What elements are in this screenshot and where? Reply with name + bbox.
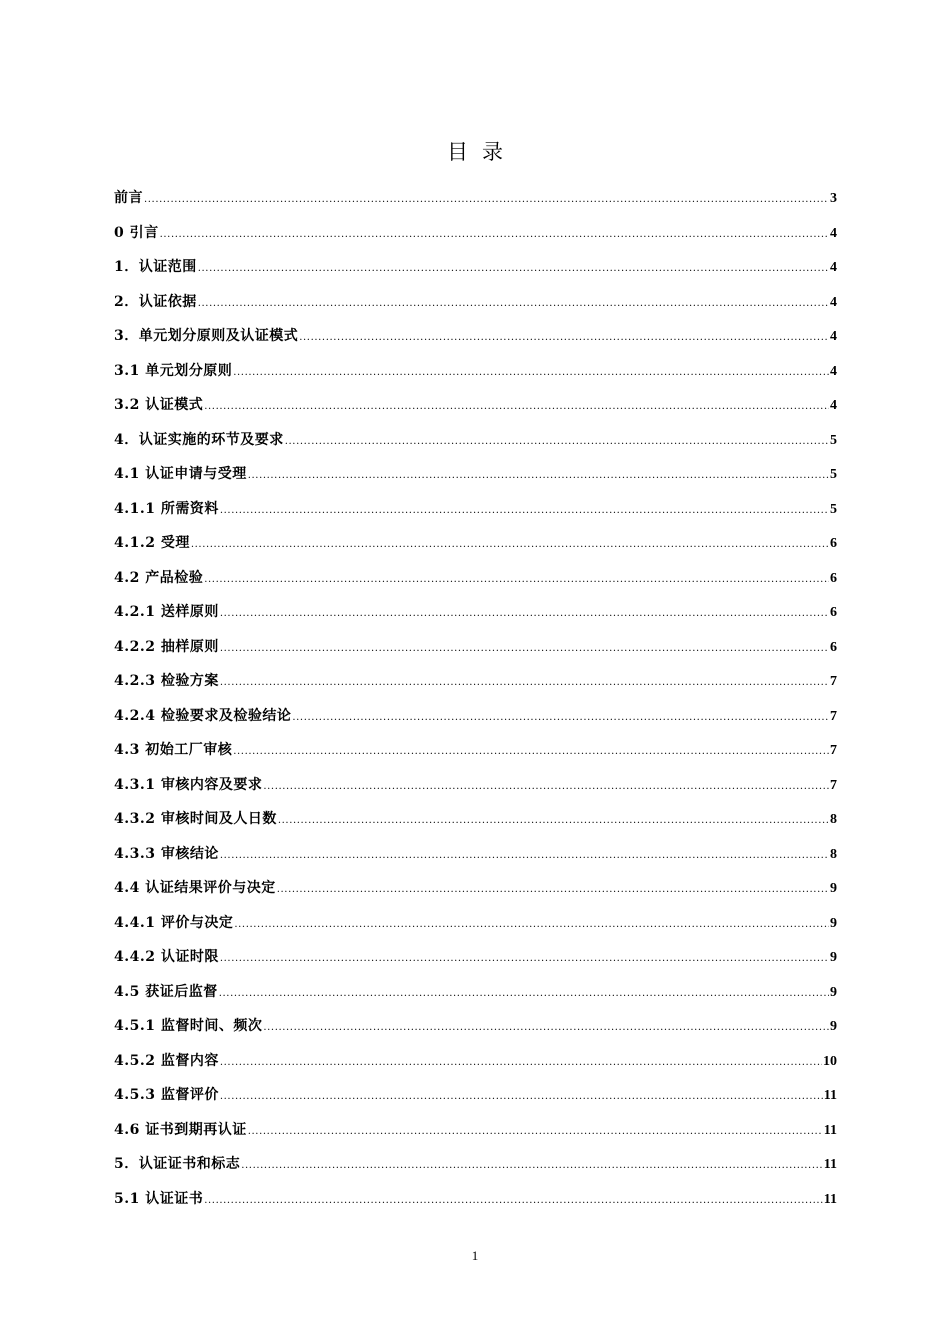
toc-entry-page: 7 — [830, 777, 837, 793]
toc-entry-page: 8 — [830, 812, 837, 827]
toc-entry-label: 4.4.2 认证时限 — [114, 949, 219, 965]
toc-entry-label: 4.3.2 审核时间及人日数 — [114, 811, 277, 827]
toc-entry-page: 4 — [830, 294, 837, 310]
toc-entry-label: 4.3.1 审核内容及要求 — [114, 776, 263, 793]
toc-dot-leader — [248, 459, 829, 494]
toc-dot-leader — [233, 356, 829, 391]
toc-entry-label: 2．认证依据 — [114, 293, 197, 310]
toc-entry[interactable] — [114, 1113, 837, 1148]
toc-entry[interactable] — [114, 733, 837, 768]
toc-dot-leader — [219, 977, 829, 1012]
toc-entry-page: 4 — [830, 398, 837, 413]
toc-entry-page: 7 — [830, 708, 837, 724]
toc-entry[interactable] — [114, 181, 837, 216]
toc-entry-label: 4.3 初始工厂审核 — [114, 742, 233, 758]
toc-entry[interactable] — [114, 285, 837, 320]
toc-entry-page: 11 — [823, 1122, 837, 1138]
toc-entry-label: 3．单元划分原则及认证模式 — [114, 328, 299, 344]
toc-dot-leader — [204, 563, 829, 598]
toc-entry-label: 4.5.3 监督评价 — [114, 1087, 219, 1103]
toc-entry[interactable] — [114, 630, 837, 665]
toc-entry-label: 0 引言 — [114, 224, 159, 241]
toc-entry-page: 6 — [830, 605, 837, 620]
toc-entry-page: 4 — [830, 260, 837, 275]
toc-entry-page: 4 — [830, 225, 837, 241]
toc-dot-leader — [292, 701, 829, 736]
toc-entry-label: 4.2.3 检验方案 — [114, 673, 219, 689]
toc-dot-leader — [277, 873, 829, 908]
toc-dot-leader — [234, 908, 829, 943]
toc-entry-page: 11 — [823, 1157, 837, 1172]
toc-entry[interactable] — [114, 595, 837, 630]
toc-entry-label: 4.4 认证结果评价与决定 — [114, 880, 276, 896]
toc-entry-label: 4.5.1 监督时间、频次 — [114, 1018, 263, 1034]
toc-dot-leader — [233, 735, 829, 770]
toc-dot-leader — [299, 321, 829, 356]
toc-dot-leader — [220, 839, 829, 874]
toc-entry-page: 9 — [830, 984, 837, 1000]
toc-entry-page: 9 — [830, 881, 837, 896]
toc-entry-label: 4.2.2 抽样原则 — [114, 638, 219, 655]
toc-dot-leader — [248, 1115, 823, 1150]
toc-entry-label: 4.5.2 监督内容 — [114, 1052, 219, 1069]
toc-entry-page: 5 — [830, 432, 837, 448]
page-number: 1 — [471, 1248, 479, 1263]
toc-entry[interactable] — [114, 1182, 837, 1217]
toc-dot-leader — [263, 1011, 829, 1046]
toc-entry-label: 4.1 认证申请与受理 — [114, 466, 247, 482]
toc-entry-label: 3.1 单元划分原则 — [114, 362, 233, 379]
toc-entry[interactable] — [114, 664, 837, 699]
toc-entry-page: 9 — [830, 915, 837, 931]
toc-entry[interactable] — [114, 354, 837, 389]
toc-dot-leader — [220, 1080, 823, 1115]
toc-dot-leader — [285, 425, 829, 460]
toc-entry-label: 4.1.2 受理 — [114, 535, 190, 551]
toc-entry-page: 11 — [823, 1191, 837, 1207]
toc-entry-label: 4.5 获证后监督 — [114, 983, 218, 1000]
toc-entry-label: 4．认证实施的环节及要求 — [114, 431, 284, 448]
toc-entry[interactable] — [114, 699, 837, 734]
toc-entry-page: 9 — [830, 950, 837, 965]
toc-entry[interactable] — [114, 492, 837, 527]
toc-entry-label: 前言 — [114, 190, 143, 206]
toc-dot-leader — [220, 666, 829, 701]
toc-entry[interactable] — [114, 457, 837, 492]
toc-entry-label: 4.2.1 送样原则 — [114, 604, 219, 620]
toc-dot-leader — [204, 390, 829, 425]
toc-entry[interactable] — [114, 216, 837, 251]
toc-dot-leader — [220, 1046, 822, 1081]
toc-entry[interactable] — [114, 526, 837, 561]
toc-entry-page: 7 — [830, 743, 837, 758]
toc-entry-label: 4.2 产品检验 — [114, 569, 204, 586]
toc-dot-leader — [198, 287, 829, 322]
toc-entry-page: 9 — [830, 1019, 837, 1034]
toc-entry-page: 5 — [830, 467, 837, 482]
toc-entry[interactable] — [114, 837, 837, 872]
toc-entry-page: 11 — [823, 1088, 837, 1103]
toc-dot-leader — [220, 942, 829, 977]
page-title: 目录 — [447, 140, 517, 164]
toc-dot-leader — [191, 528, 829, 563]
toc-entry-page: 6 — [830, 570, 837, 586]
toc-entry[interactable] — [114, 1044, 837, 1079]
toc-dot-leader — [263, 770, 829, 805]
toc-dot-leader — [144, 183, 829, 218]
toc-entry-page: 6 — [830, 639, 837, 655]
toc-entry-label: 4.4.1 评价与决定 — [114, 914, 234, 931]
toc-entry-label: 4.2.4 检验要求及检验结论 — [114, 707, 292, 724]
toc-entry-page: 6 — [830, 536, 837, 551]
toc-entry[interactable] — [114, 871, 837, 906]
toc-entry-page: 5 — [830, 501, 837, 517]
toc-entry[interactable] — [114, 1078, 837, 1113]
toc-entry-page: 3 — [830, 191, 837, 206]
toc-entry-page: 8 — [830, 846, 837, 862]
toc-entry-page: 7 — [830, 674, 837, 689]
toc-entry-label: 5.1 认证证书 — [114, 1190, 204, 1207]
toc-entry[interactable] — [114, 768, 837, 803]
toc-entry[interactable] — [114, 975, 837, 1010]
toc-dot-leader — [160, 218, 829, 253]
table-of-contents — [114, 181, 837, 1216]
toc-entry[interactable] — [114, 423, 837, 458]
toc-entry[interactable] — [114, 250, 837, 285]
toc-entry-page: 4 — [830, 329, 837, 344]
toc-dot-leader — [198, 252, 829, 287]
toc-entry-label: 5．认证证书和标志 — [114, 1156, 241, 1172]
toc-entry-page: 10 — [823, 1053, 837, 1069]
toc-entry-label: 4.3.3 审核结论 — [114, 845, 219, 862]
toc-entry-label: 1．认证范围 — [114, 259, 197, 275]
toc-entry[interactable] — [114, 802, 837, 837]
toc-dot-leader — [220, 494, 829, 529]
toc-entry[interactable] — [114, 1009, 837, 1044]
toc-dot-leader — [204, 1184, 823, 1219]
toc-entry[interactable] — [114, 906, 837, 941]
toc-entry-label: 4.6 证书到期再认证 — [114, 1121, 247, 1138]
toc-dot-leader — [278, 804, 829, 839]
toc-entry[interactable] — [114, 561, 837, 596]
toc-dot-leader — [241, 1149, 823, 1184]
toc-entry-label: 3.2 认证模式 — [114, 397, 204, 413]
toc-entry[interactable] — [114, 319, 837, 354]
toc-entry-label: 4.1.1 所需资料 — [114, 500, 219, 517]
toc-dot-leader — [220, 632, 829, 667]
toc-entry-page: 4 — [830, 363, 837, 379]
toc-dot-leader — [220, 597, 829, 632]
toc-entry[interactable] — [114, 1147, 837, 1182]
toc-entry[interactable] — [114, 940, 837, 975]
toc-entry[interactable] — [114, 388, 837, 423]
